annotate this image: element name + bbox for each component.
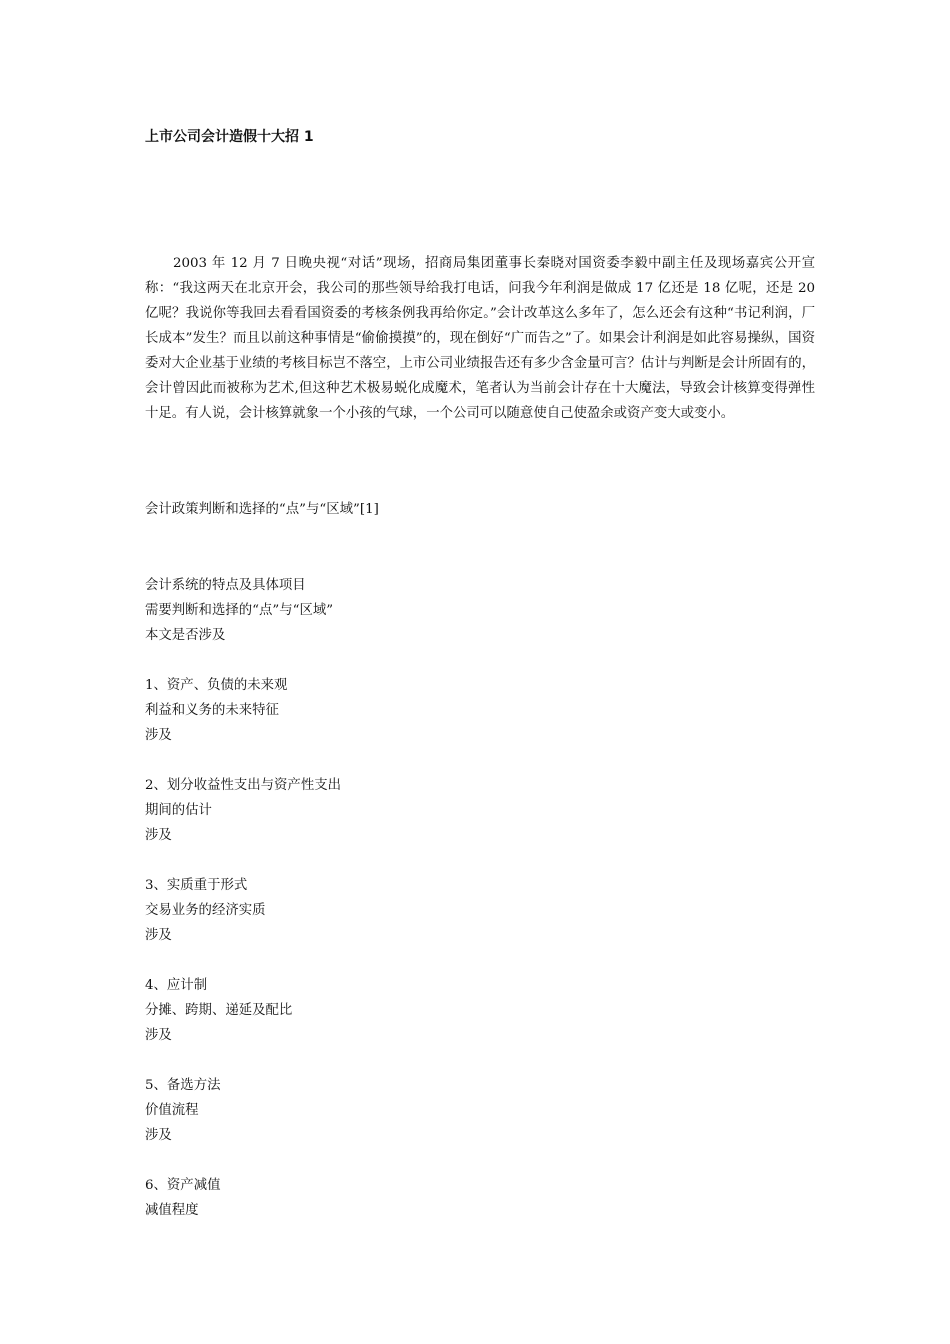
header-judgment-area: 需要判断和选择的“点”与“区域” xyxy=(145,603,334,618)
row-feature: 5、备选方法 xyxy=(145,1078,221,1093)
row-judgment-area: 减值程度 xyxy=(145,1203,199,1218)
header-feature: 会计系统的特点及具体项目 xyxy=(145,578,306,593)
row-covered: 涉及 xyxy=(145,928,172,943)
table-header xyxy=(145,573,825,648)
row-judgment-area: 利益和义务的未来特征 xyxy=(145,703,279,718)
header-covered: 本文是否涉及 xyxy=(145,628,226,643)
row-covered: 涉及 xyxy=(145,1028,172,1043)
document-title: 上市公司会计造假十大招 1 xyxy=(145,129,314,145)
table-row xyxy=(145,973,825,1048)
row-feature: 1、资产、负债的未来观 xyxy=(145,678,288,693)
row-covered: 涉及 xyxy=(145,828,172,843)
row-feature: 6、资产减值 xyxy=(145,1178,221,1193)
row-judgment-area: 交易业务的经济实质 xyxy=(145,903,266,918)
table-row xyxy=(145,1073,825,1148)
table-row xyxy=(145,873,825,948)
intro-paragraph: 2003 年 12 月 7 日晚央视“对话”现场，招商局集团董事长秦晓对国资委李毅中副主任及现场嘉宾公开宣称：“我这两天在北京开会，我公司的那些领导给我打电话，问我今年利润是做成 17 亿还是 18 亿呢，还是 20 亿呢？我说你等我回去看看国资委的考核条例我再给你定。”会计改革这么多年了，怎么还会有这种“书记利润，厂长成本”发生？而且以前这种事情是“偷偷摸摸”的，现在倒好“广而告之”了。如果会计利润是如此容易操纵，国资委对大企业基于业绩的考核目标岂不落空，上市公司业绩报告还有多少含金量可言？估计与判断是会计所固有的，会计曾因此而被称为艺术,但这种艺术极易蜕化成魔术，笔者认为当前会计存在十大魔法，导致会计核算变得弹性十足。有人说，会计核算就象一个小孩的气球，一个公司可以随意使自己使盈余或资产变大或变小。 xyxy=(145,256,815,421)
row-judgment-area: 期间的估计 xyxy=(145,803,212,818)
row-feature: 4、应计制 xyxy=(145,978,208,993)
row-judgment-area: 分摊、跨期、递延及配比 xyxy=(145,1003,293,1018)
row-judgment-area: 价值流程 xyxy=(145,1103,199,1118)
row-feature: 3、实质重于形式 xyxy=(145,878,248,893)
section-heading: 会计政策判断和选择的“点”与“区域”[1] xyxy=(145,502,379,517)
table-row xyxy=(145,773,825,848)
table-row xyxy=(145,1173,825,1223)
policy-table xyxy=(145,573,825,1248)
table-row xyxy=(145,673,825,748)
row-feature: 2、划分收益性支出与资产性支出 xyxy=(145,778,341,793)
row-covered: 涉及 xyxy=(145,1128,172,1143)
row-covered: 涉及 xyxy=(145,728,172,743)
